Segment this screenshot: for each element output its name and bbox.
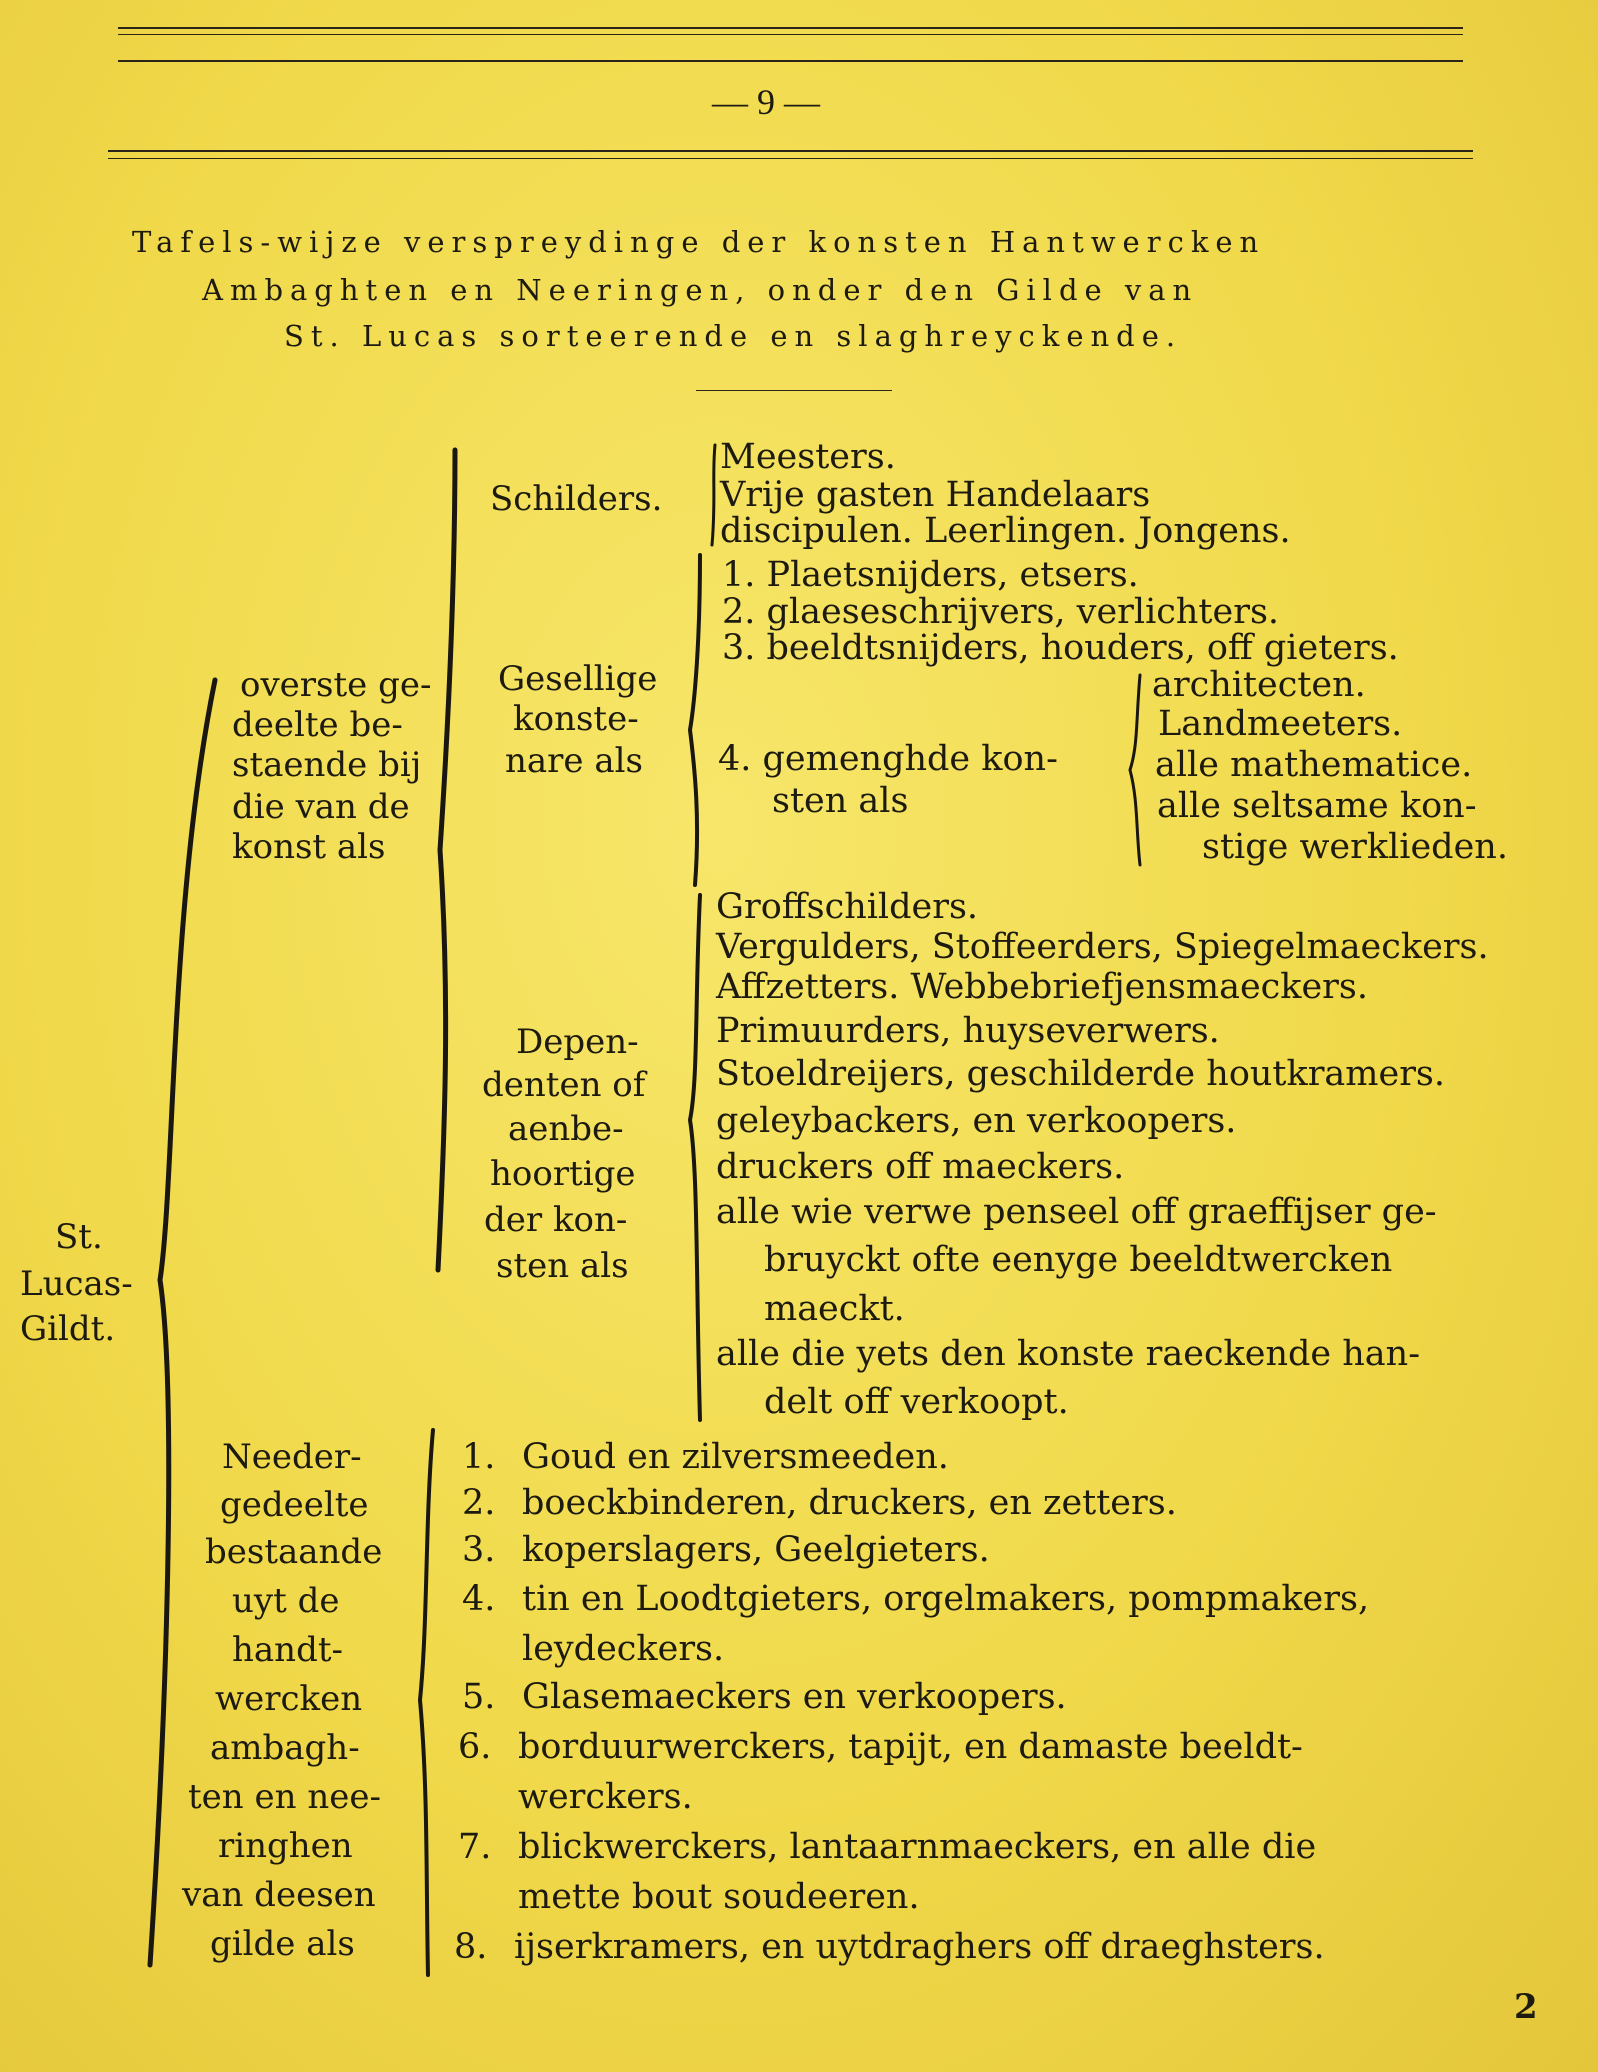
lower-num-4: 4. [462,1579,496,1619]
lower-item-4a: tin en Loodtgieters, orgelmakers, pompmakers, [522,1579,1370,1619]
lower-label-7: ambagh- [210,1728,360,1768]
lower-item-7b: mette bout soudeeren. [518,1877,920,1917]
lower-item-8: ijserkramers, en uytdraghers off draeghsters. [514,1927,1325,1967]
lower-num-2: 2. [462,1483,496,1523]
dependenten-item-4: Primuurders, huyseverwers. [716,1011,1220,1051]
upper-brace [438,450,455,1270]
lower-num-6: 6. [458,1727,492,1767]
dependenten-label-5: der kon- [484,1200,628,1240]
lower-item-5: Glasemaeckers en verkoopers. [522,1677,1067,1717]
root-label-1: St. [55,1217,103,1257]
title-line-1: Tafels-wijze verspreydinge der konsten Hantwercken [132,225,1266,259]
lower-label-3: bestaande [205,1532,383,1572]
root-label-2: Lucas- [20,1264,133,1304]
dependenten-label-1: Depen- [516,1022,639,1062]
lower-label-5: handt- [232,1630,343,1670]
lower-item-2: boeckbinderen, druckers, en zetters. [522,1483,1177,1523]
lower-num-5: 5. [462,1677,496,1717]
dependenten-item-3: Affzetters. Webbebriefjensmaeckers. [716,967,1368,1007]
lower-label-9: ringhen [218,1826,353,1866]
lower-item-1: Goud en zilversmeeden. [522,1437,949,1477]
dependenten-item-1: Groffschilders. [716,887,979,927]
lower-label-10: van deesen [182,1875,376,1915]
upper-label-4: die van de [232,787,410,827]
gemenghde-brace [1130,675,1140,865]
gemenghde-item-5: stige werklieden. [1202,827,1508,867]
gemenghde-item-2: Landmeeters. [1158,704,1403,744]
lower-item-6a: borduurwerckers, tapijt, en damaste beeldt- [518,1727,1303,1767]
upper-label-1: overste ge- [240,665,432,705]
schilders-item-3: discipulen. Leerlingen. Jongens. [720,511,1291,551]
lower-label-11: gilde als [210,1924,355,1964]
upper-label-3: staende bij [232,745,422,785]
dependenten-item-9b: delt off verkoopt. [764,1382,1069,1422]
upper-label-5: konst als [232,827,386,867]
gesellige-item-1: 1. Plaetsnijders, etsers. [722,555,1139,595]
lower-num-7: 7. [458,1827,492,1867]
gemenghde-item-4: alle seltsame kon- [1157,786,1477,826]
schilders-item-2: Vrije gasten Handelaars [720,475,1151,515]
lower-brace [420,1430,433,1975]
lower-item-7a: blickwerckers, lantaarnmaeckers, en alle die [518,1827,1317,1867]
gesellige-label-2: konste- [513,699,639,739]
lower-label-1: Needer- [222,1437,362,1477]
dependenten-item-2: Vergulders, Stoffeerders, Spiegelmaeckers. [716,927,1489,967]
gemenghde-item-1: architecten. [1152,665,1366,705]
gesellige-item-4b: sten als [772,781,909,821]
upper-label-2: deelte be- [232,705,403,745]
gesellige-item-2: 2. glaeseschrijvers, verlichters. [722,592,1280,632]
schilders-item-1: Meesters. [720,437,896,477]
page-number: — 9 — [712,82,820,122]
dependenten-label-2: denten of [482,1065,646,1105]
lower-item-3: koperslagers, Geelgieters. [522,1530,990,1570]
dependenten-brace [690,895,700,1420]
dependenten-item-8b: bruyckt ofte eenyge beeldtwercken [764,1240,1393,1280]
gesellige-label-3: nare als [505,741,643,781]
gesellige-item-3: 3. beeldtsnijders, houders, off gieters. [722,628,1399,668]
signature-mark: 2 [1514,1987,1538,2027]
gesellige-item-4a: 4. gemenghde kon- [718,739,1058,779]
lower-num-3: 3. [462,1530,496,1570]
dependenten-label-6: sten als [496,1246,629,1286]
schilders-brace [712,445,715,545]
dependenten-item-9a: alle die yets den konste raeckende han- [716,1334,1421,1374]
lower-num-8: 8. [454,1927,488,1967]
dependenten-label-3: aenbe- [508,1109,624,1149]
gesellige-brace [690,555,700,885]
schilders-label: Schilders. [490,479,663,519]
dependenten-item-8a: alle wie verwe penseel off graeffijser ge- [716,1192,1437,1232]
dependenten-label-4: hoortige [490,1154,636,1194]
lower-label-6: wercken [215,1679,363,1719]
lower-item-6b: werckers. [518,1777,693,1817]
lower-label-4: uyt de [232,1581,340,1621]
lower-label-8: ten en nee- [188,1777,381,1817]
dependenten-item-6: geleybackers, en verkoopers. [716,1101,1237,1141]
root-brace [150,680,215,1965]
title-line-2: Ambaghten en Neeringen, onder den Gilde van [202,273,1199,307]
title-line-3: St. Lucas sorteerende en slaghreyckende. [284,319,1183,353]
lower-item-4b: leydeckers. [522,1629,725,1669]
gemenghde-item-3: alle mathematice. [1155,745,1473,785]
dependenten-item-5: Stoeldreijers, geschilderde houtkramers. [716,1054,1446,1094]
gesellige-label-1: Gesellige [498,659,658,699]
lower-label-2: gedeelte [220,1485,369,1525]
lower-num-1: 1. [462,1437,496,1477]
root-label-3: Gildt. [20,1309,116,1349]
dependenten-item-8c: maeckt. [764,1289,905,1329]
dependenten-item-7: druckers off maeckers. [716,1147,1125,1187]
